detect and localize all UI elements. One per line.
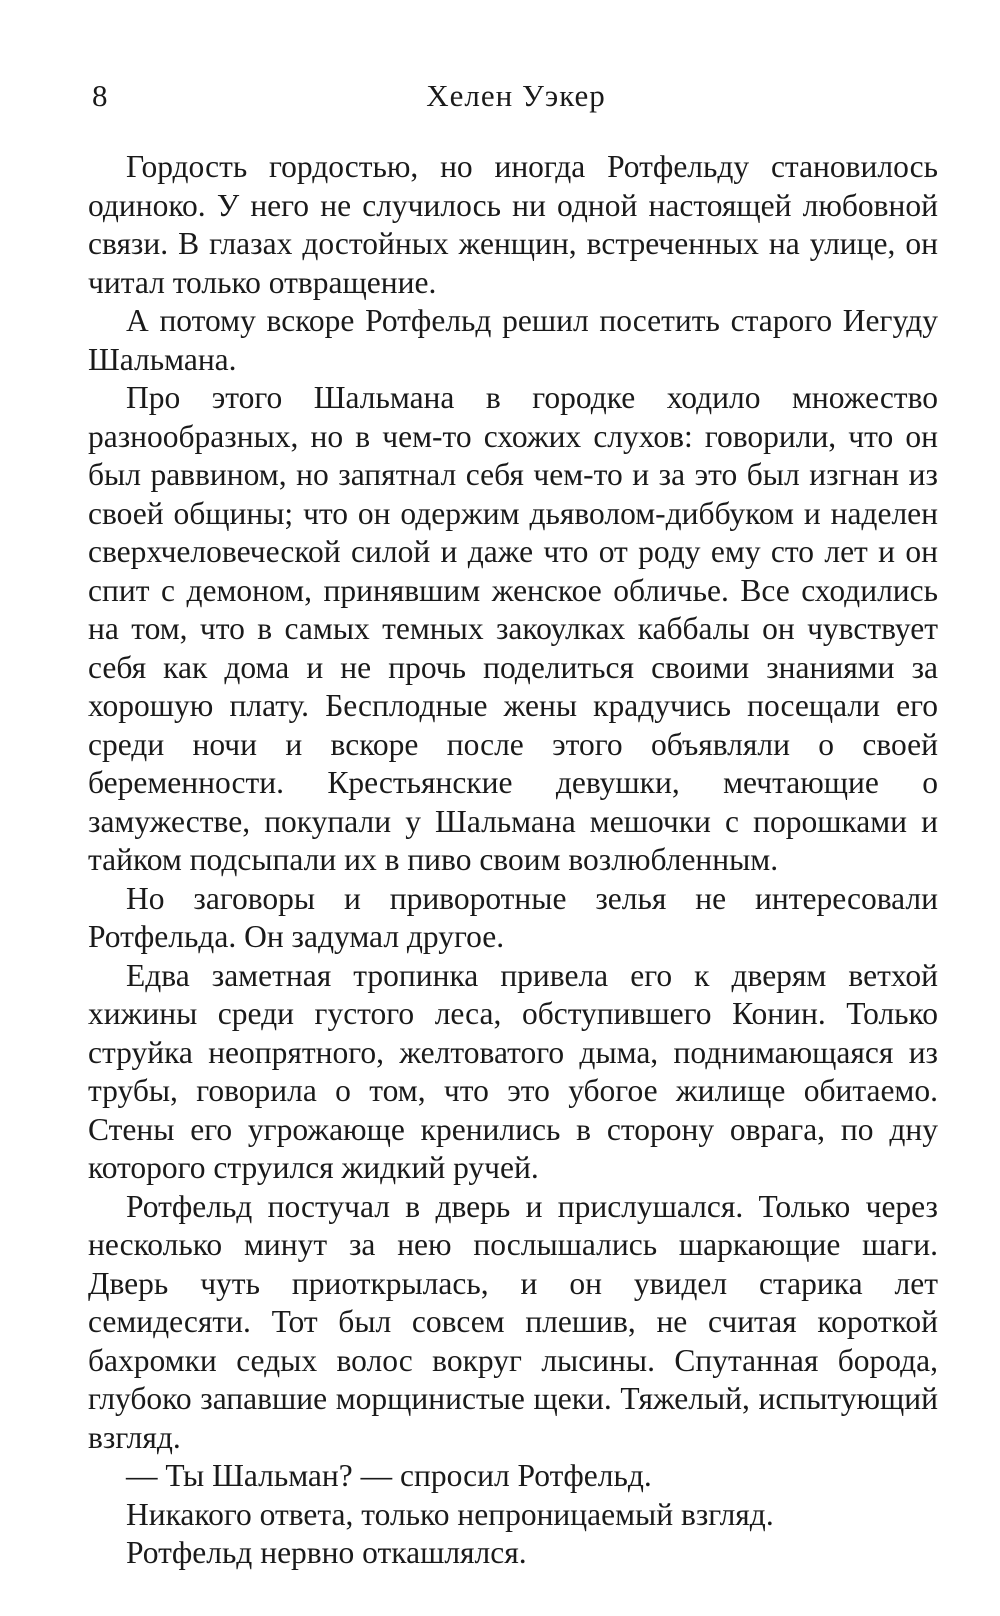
paragraph: Ротфельд нервно откашлялся. xyxy=(126,1535,527,1570)
dialogue-paragraph: — Ты Шальман? — спросил Ротфельд. xyxy=(126,1458,652,1493)
paragraph: Про этого Шальмана в городке ходило множество разнообразных, но в чем-то схожих слухов: говорили, что он был раввином, но запятнал себя чем-то и за это был изгнан из своей общины; что он одержим дьяволом-диббуком и наделен сверхчеловеческой силой и даже что от роду ему сто лет и он спит с демоном, принявшим женское обличье. Все сходились на том, что в самых темных закоулках каббалы он чувствует себя как дома и не прочь поделиться своими знаниями за хорошую плату. Бесплодные жены крадучись посещали его среди ночи и вскоре после этого объявляли о своей беременности. Крестьянские девушки, мечтающие о замужестве, покупали у Шальмана мешочки с порошками и тайком подсыпали их в пиво своим возлюбленным. xyxy=(88,380,938,877)
running-title: Хелен Уэкер xyxy=(426,78,606,113)
paragraph: Едва заметная тропинка привела его к дверям ветхой хижины среди густого леса, обступившего Конин. Только струйка неопрятного, желтоватого дыма, поднимающаяся из трубы, говорила о том, что это убогое жилище обитаемо. Стены его угрожающе кренились в сторону оврага, по дну которого струился жидкий ручей. xyxy=(88,957,938,1185)
paragraph: Гордость гордостью, но иногда Ротфельду становилось одиноко. У него не случилось ни одной настоящей любовной связи. В глазах достойных женщин, встреченных на улице, он читал только отвращение. xyxy=(88,149,938,300)
paragraph: Но заговоры и приворотные зелья не интересовали Ротфельда. Он задумал другое. xyxy=(88,880,938,954)
text-body xyxy=(88,148,938,1573)
paragraph: Никакого ответа, только непроницаемый взгляд. xyxy=(126,1496,774,1532)
paragraph: Ротфельд постучал в дверь и прислушался. Только через несколько минут за нею послышались шаркающие шаги. Дверь чуть приоткрылась, и он увидел старика лет семидесяти. Тот был совсем плешив, не считая короткой бахромки седых волос вокруг лысины. Спутанная борода, глубоко запавшие морщинистые щеки. Тяжелый, испытующий взгляд. xyxy=(88,1188,938,1455)
running-head xyxy=(92,72,940,120)
paragraph: А потому вскоре Ротфельд решил посетить старого Иегуду Шальмана. xyxy=(88,303,938,377)
page-number: 8 xyxy=(92,78,108,113)
